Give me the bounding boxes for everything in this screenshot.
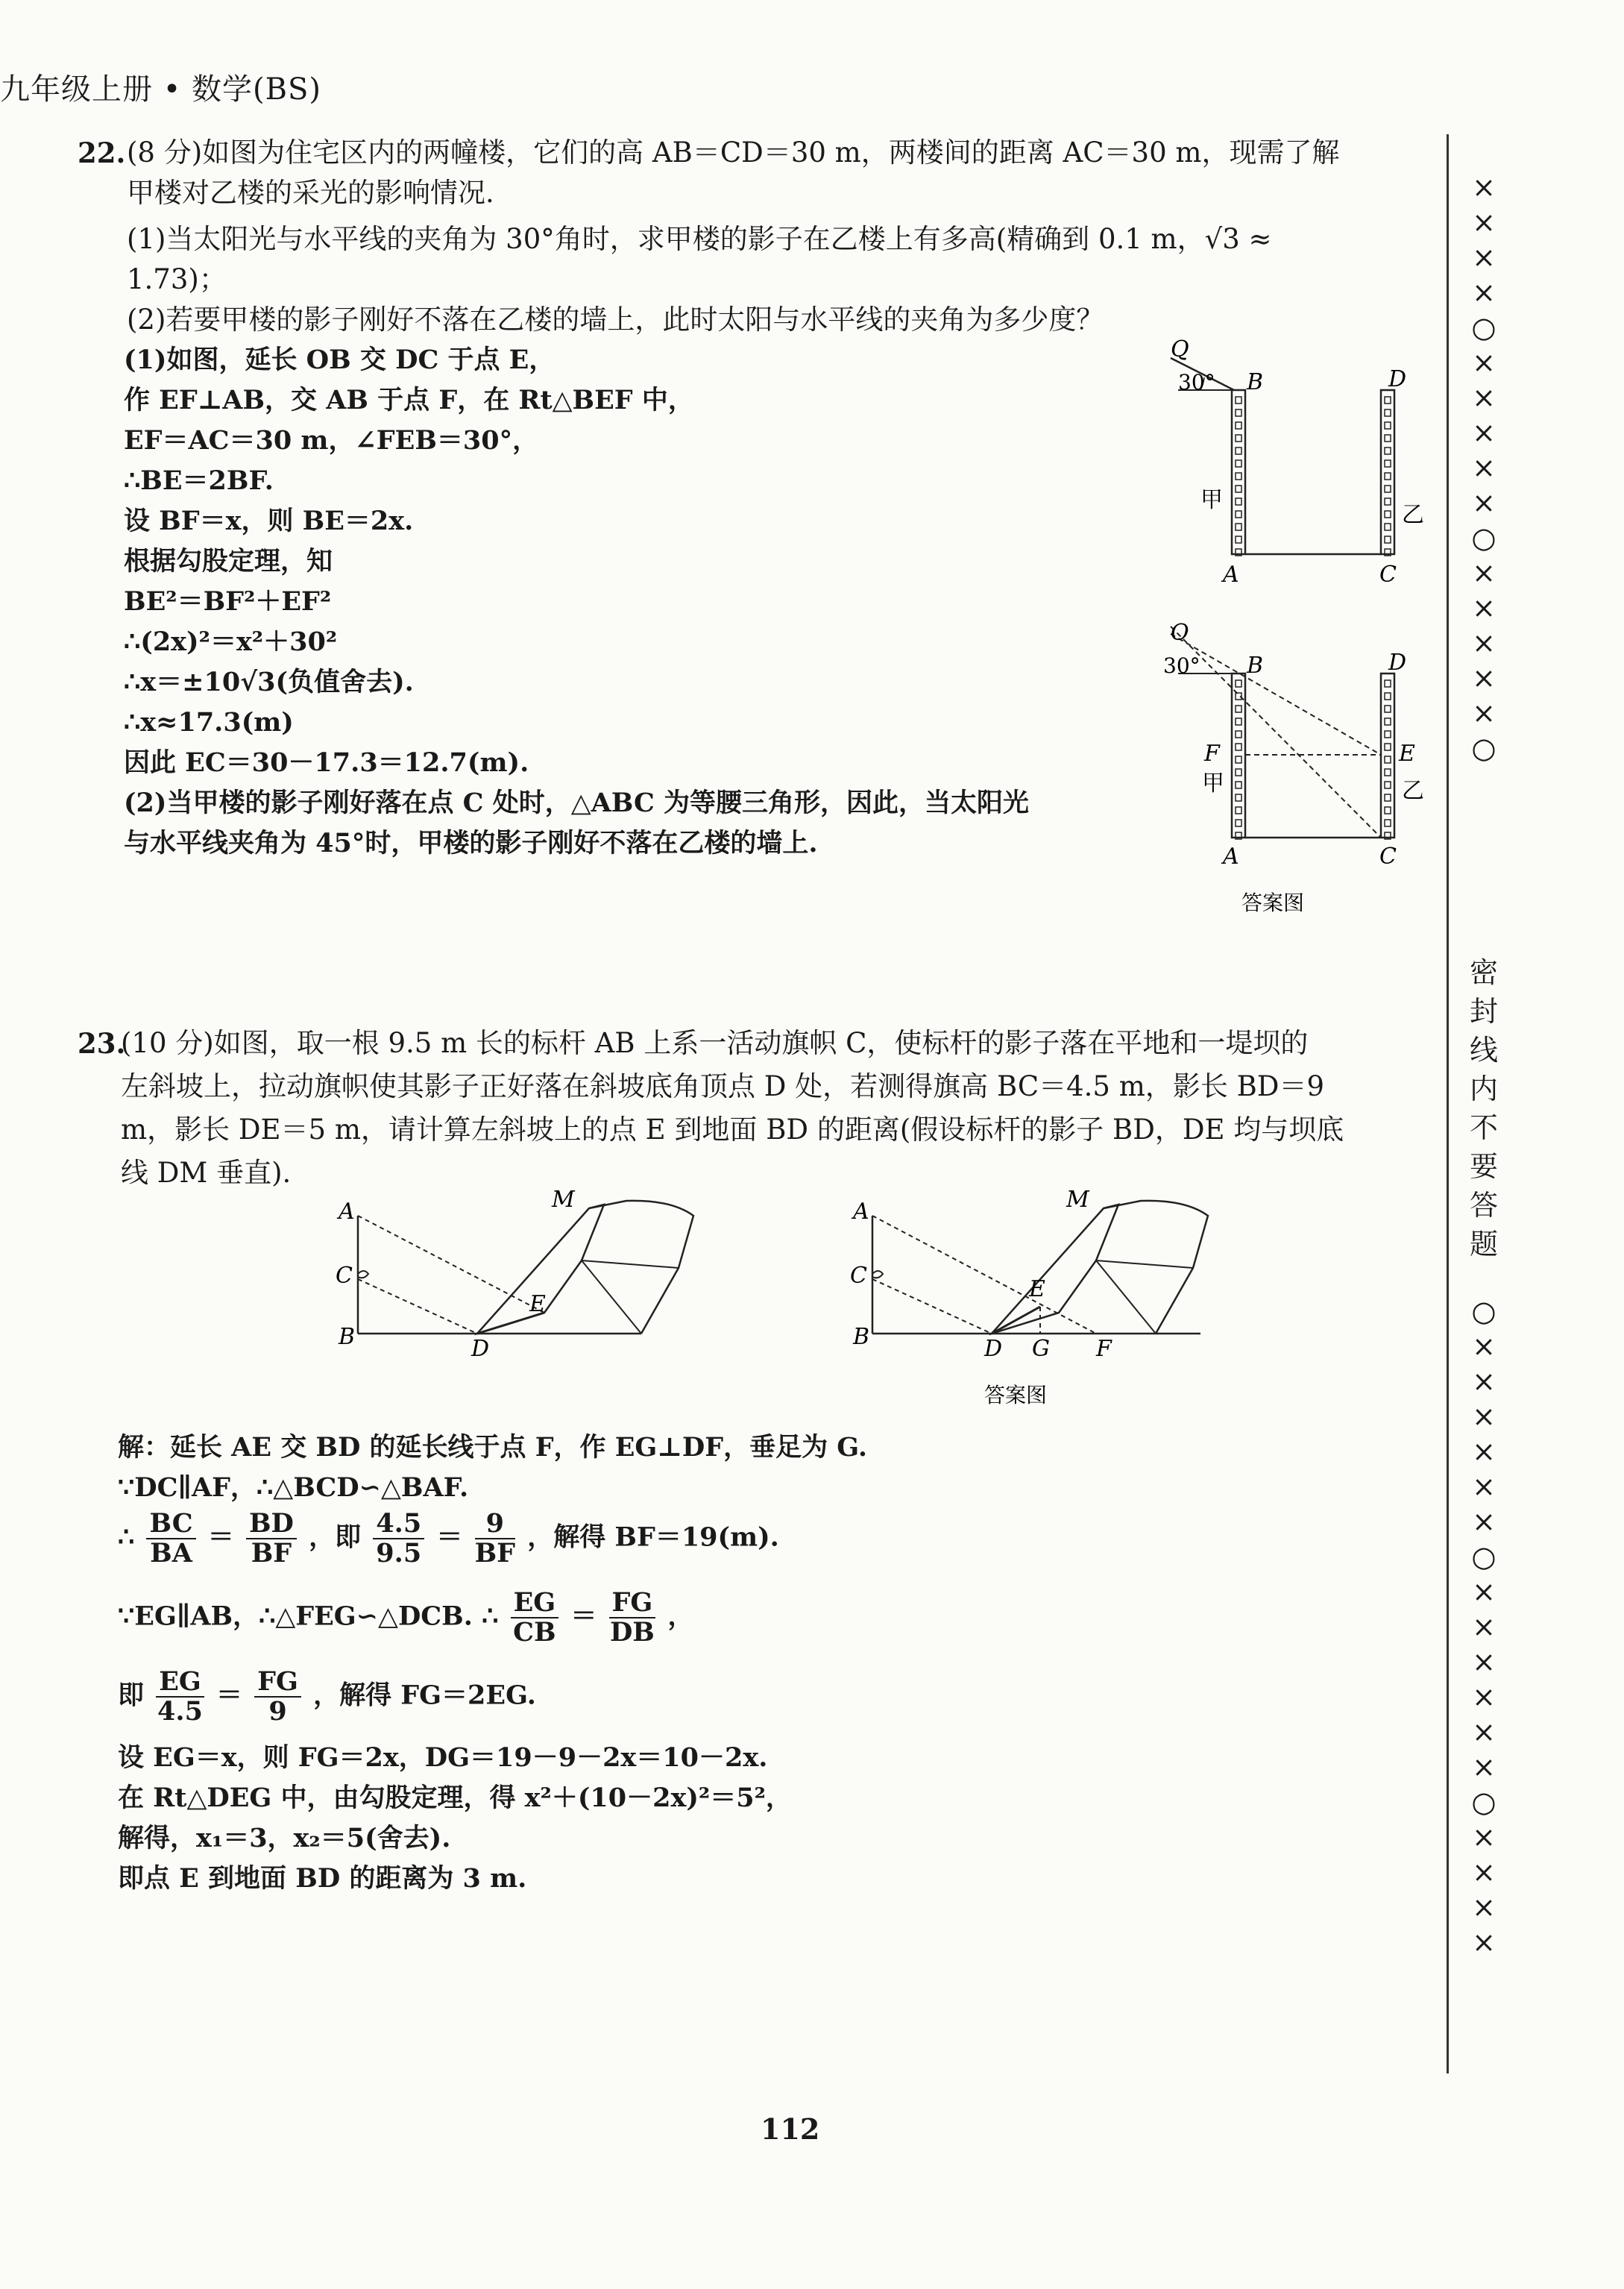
label-F: F bbox=[1096, 1336, 1112, 1362]
window bbox=[1236, 435, 1241, 442]
window bbox=[1236, 706, 1241, 712]
side-mark: × bbox=[1472, 346, 1496, 379]
answer-line: 作 EF⊥AB，交 AB 于点 F，在 Rt△BEF 中， bbox=[124, 385, 694, 415]
fraction: $\frac{EG}{CB}$ bbox=[511, 1589, 559, 1647]
building-yi bbox=[1381, 390, 1394, 554]
question-line: (10 分)如图，取一根 9.5 m 长的标杆 AB 上系一活动旗帜 C，使标杆的影子落在平地和一堤坝的 bbox=[121, 1027, 1309, 1059]
answer-line-fractions bbox=[118, 1589, 693, 1647]
question-line: 线 DM 垂直). bbox=[121, 1157, 292, 1189]
answer-line: EF＝AC＝30 m，∠FEB＝30°， bbox=[124, 425, 539, 456]
side-mark: × bbox=[1472, 1365, 1496, 1398]
side-mark: × bbox=[1472, 1750, 1496, 1783]
window bbox=[1385, 782, 1391, 788]
label-D: D bbox=[1388, 366, 1407, 392]
answer-line: (1)如图，延长 OB 交 DC 于点 E， bbox=[124, 345, 556, 375]
side-mark: × bbox=[1472, 1856, 1496, 1888]
side-mark: × bbox=[1472, 591, 1496, 624]
answer-line: ∴x＝±10√3(负值舍去). bbox=[124, 667, 414, 697]
question-number: 23. bbox=[78, 1027, 126, 1060]
answer-line: ∴x≈17.3(m) bbox=[124, 707, 294, 738]
side-mark: × bbox=[1472, 1435, 1496, 1468]
text: ，解得 BF＝19(m). bbox=[527, 1522, 779, 1553]
window bbox=[1236, 782, 1241, 788]
text: ，即 bbox=[309, 1522, 362, 1553]
side-mark: ○ bbox=[1471, 1540, 1496, 1573]
side-mark: × bbox=[1472, 556, 1496, 589]
flag-C bbox=[358, 1271, 368, 1278]
ray-CD bbox=[358, 1279, 477, 1334]
window bbox=[1385, 448, 1391, 454]
page-header: 九年级上册 • 数学(BS) bbox=[0, 72, 322, 107]
answer-line: 解得，x₁＝3，x₂＝5(舍去). bbox=[118, 1823, 451, 1853]
windows bbox=[1236, 397, 1391, 556]
side-mark: ○ bbox=[1471, 732, 1496, 764]
answer-line: 即点 E 到地面 BD 的距离为 3 m. bbox=[118, 1863, 527, 1894]
text: ＝ bbox=[570, 1601, 597, 1632]
side-mark: 要 bbox=[1469, 1150, 1498, 1183]
q22-answer-figure bbox=[1148, 612, 1447, 925]
answer-line: 解：延长 AE 交 BD 的延长线于点 F，作 EG⊥DF，垂足为 G. bbox=[118, 1432, 868, 1463]
text: ， bbox=[667, 1601, 694, 1632]
side-mark: 题 bbox=[1469, 1228, 1498, 1260]
answer-line-fractions bbox=[118, 1668, 536, 1726]
window bbox=[1236, 536, 1241, 543]
window bbox=[1236, 807, 1241, 814]
label-E: E bbox=[1029, 1276, 1045, 1302]
answer-line: BE²＝BF²＋EF² bbox=[124, 586, 332, 617]
label-E: E bbox=[1399, 741, 1415, 767]
fraction: $\frac{9}{BF}$ bbox=[474, 1508, 516, 1569]
side-mark: × bbox=[1472, 1400, 1496, 1433]
window bbox=[1236, 794, 1241, 801]
question-line: m，影长 DE＝5 m，请计算左斜坡上的点 E 到地面 BD 的距离(假设标杆的影子 BD，DE 均与坝底 bbox=[121, 1114, 1344, 1146]
window bbox=[1385, 706, 1391, 712]
text: ∴ bbox=[118, 1522, 135, 1553]
label-B: B bbox=[339, 1324, 356, 1350]
window bbox=[1236, 473, 1241, 480]
label-F: F bbox=[1204, 741, 1220, 767]
side-mark: 内 bbox=[1469, 1073, 1498, 1105]
side-mark: ○ bbox=[1471, 311, 1496, 344]
window bbox=[1385, 820, 1391, 826]
text: ，解得 FG＝2EG. bbox=[313, 1680, 536, 1711]
label-yi: 乙 bbox=[1402, 502, 1424, 528]
dam-edge bbox=[582, 1260, 679, 1268]
text: ＝ bbox=[215, 1680, 242, 1711]
window bbox=[1385, 511, 1391, 518]
fraction: $\frac{EG}{4.5}$ bbox=[157, 1666, 203, 1727]
window bbox=[1385, 435, 1391, 442]
page-number: 112 bbox=[761, 2112, 820, 2146]
window bbox=[1385, 498, 1391, 505]
side-marks-bottom bbox=[1461, 1294, 1506, 1960]
question-line: 左斜坡上，拉动旗帜使其影子正好落在斜坡底角顶点 D 处，若测得旗高 BC＝4.5 m，影长 BD＝9 bbox=[121, 1070, 1324, 1102]
side-mark: × bbox=[1472, 171, 1496, 204]
label-yi: 乙 bbox=[1402, 778, 1424, 804]
dam-edge bbox=[1096, 1260, 1193, 1268]
answer-line: 设 EG＝x，则 FG＝2x，DG＝19－9－2x＝10－2x. bbox=[118, 1742, 768, 1773]
window bbox=[1385, 524, 1391, 530]
label-B: B bbox=[853, 1324, 870, 1350]
side-mark: × bbox=[1472, 662, 1496, 694]
text: ＝ bbox=[436, 1522, 463, 1553]
window bbox=[1385, 756, 1391, 763]
window bbox=[1236, 731, 1241, 738]
side-mark: × bbox=[1472, 1330, 1496, 1363]
window bbox=[1385, 794, 1391, 801]
side-mark: × bbox=[1472, 276, 1496, 309]
answer-line: (2)当甲楼的影子刚好落在点 C 处时，△ABC 为等腰三角形，因此，当太阳光 bbox=[124, 788, 1030, 818]
question-line: (8 分)如图为住宅区内的两幢楼，它们的高 AB＝CD＝30 m，两楼间的距离 AC＝30 m，现需了解 bbox=[127, 136, 1340, 169]
question-line: 甲楼对乙楼的采光的影响情况. bbox=[127, 177, 494, 209]
side-mark: × bbox=[1472, 486, 1496, 519]
shadow-line-45 bbox=[1171, 627, 1381, 838]
label-C: C bbox=[1379, 844, 1397, 870]
window bbox=[1385, 693, 1391, 700]
text: ＝ bbox=[207, 1522, 234, 1553]
window bbox=[1385, 744, 1391, 750]
window bbox=[1236, 422, 1241, 429]
label-O: O bbox=[1171, 620, 1189, 646]
window bbox=[1236, 718, 1241, 725]
side-marks-top bbox=[1461, 170, 1506, 766]
side-mark: × bbox=[1472, 206, 1496, 239]
answer-line: 根据勾股定理，知 bbox=[124, 546, 333, 577]
side-mark: × bbox=[1472, 1891, 1496, 1924]
flag-C bbox=[872, 1271, 883, 1278]
side-mark: × bbox=[1472, 1821, 1496, 1853]
building-jia bbox=[1232, 390, 1245, 554]
ray-AF bbox=[872, 1216, 1096, 1334]
ray-CD bbox=[872, 1279, 992, 1334]
window bbox=[1385, 422, 1391, 429]
window bbox=[1236, 524, 1241, 530]
fraction: $\frac{FG}{DB}$ bbox=[609, 1587, 655, 1648]
side-mark: × bbox=[1472, 451, 1496, 484]
fraction: $\frac{BC}{BA}$ bbox=[146, 1510, 195, 1568]
side-mark: ○ bbox=[1471, 1786, 1496, 1818]
question-line: 1.73)； bbox=[127, 263, 227, 295]
window bbox=[1385, 460, 1391, 467]
label-C: C bbox=[336, 1263, 353, 1289]
side-mark: 不 bbox=[1469, 1111, 1498, 1144]
answer-line: ∴(2x)²＝x²＋30² bbox=[124, 627, 338, 657]
label-A: A bbox=[1223, 562, 1239, 588]
figure-caption: 答案图 bbox=[1241, 891, 1305, 915]
q23-figure bbox=[328, 1186, 716, 1365]
q23-answer-figure bbox=[843, 1186, 1230, 1410]
window bbox=[1385, 807, 1391, 814]
side-mark: × bbox=[1472, 1680, 1496, 1713]
window bbox=[1385, 486, 1391, 492]
side-mark: × bbox=[1472, 1505, 1496, 1538]
window bbox=[1236, 756, 1241, 763]
window bbox=[1236, 409, 1241, 416]
side-mark: × bbox=[1472, 1610, 1496, 1643]
label-M: M bbox=[552, 1187, 575, 1213]
label-A: A bbox=[1223, 844, 1239, 870]
dam-edge bbox=[1096, 1260, 1156, 1334]
label-jia: 甲 bbox=[1202, 770, 1224, 797]
window bbox=[1236, 680, 1241, 687]
answer-line: ∵DC∥AF，∴△BCD∽△BAF. bbox=[118, 1472, 469, 1503]
window bbox=[1236, 769, 1241, 776]
question-line: (2)若要甲楼的影子刚好不落在乙楼的墙上，此时太阳与水平线的夹角为多少度？ bbox=[127, 304, 1104, 336]
side-mark: × bbox=[1472, 1645, 1496, 1678]
side-mark: × bbox=[1472, 1715, 1496, 1748]
label-A: A bbox=[339, 1199, 355, 1225]
side-mark: × bbox=[1472, 697, 1496, 729]
window bbox=[1236, 744, 1241, 750]
side-mark: × bbox=[1472, 381, 1496, 414]
label-B: B bbox=[1247, 653, 1264, 679]
answer-line: 设 BF＝x，则 BE＝2x. bbox=[124, 506, 414, 536]
side-mark: × bbox=[1472, 416, 1496, 449]
answer-line: ∴BE＝2BF. bbox=[124, 465, 274, 496]
side-mark: ○ bbox=[1471, 1295, 1496, 1328]
side-mark: 密 bbox=[1469, 956, 1498, 989]
label-C: C bbox=[850, 1263, 867, 1289]
answer-line: 在 Rt△DEG 中，由勾股定理，得 x²＋(10－2x)²＝5²， bbox=[118, 1783, 792, 1813]
dam-left-slope bbox=[992, 1205, 1118, 1334]
window bbox=[1385, 769, 1391, 776]
side-mark: 答 bbox=[1469, 1189, 1498, 1222]
seal-text bbox=[1461, 953, 1506, 1263]
side-mark: × bbox=[1472, 1575, 1496, 1608]
windows bbox=[1236, 680, 1391, 839]
side-mark: × bbox=[1472, 241, 1496, 274]
side-mark: × bbox=[1472, 1926, 1496, 1959]
side-mark: × bbox=[1472, 627, 1496, 659]
dam-body bbox=[1104, 1201, 1208, 1334]
label-A: A bbox=[853, 1199, 869, 1225]
label-angle: 30° bbox=[1178, 370, 1215, 395]
window bbox=[1236, 486, 1241, 492]
window bbox=[1236, 498, 1241, 505]
label-jia: 甲 bbox=[1200, 487, 1223, 513]
answer-line: 因此 EC＝30－17.3＝12.7(m). bbox=[124, 747, 529, 778]
side-mark: 线 bbox=[1469, 1034, 1498, 1067]
shadow-line-OE bbox=[1171, 634, 1381, 755]
text: ∵EG∥AB，∴△FEG∽△DCB. ∴ bbox=[118, 1601, 499, 1632]
answer-line: 与水平线夹角为 45°时，甲楼的影子刚好不落在乙楼的墙上. bbox=[124, 828, 818, 858]
question-number: 22. bbox=[78, 136, 126, 169]
window bbox=[1385, 731, 1391, 738]
window bbox=[1385, 536, 1391, 543]
fraction: $\frac{BD}{BF}$ bbox=[246, 1510, 297, 1568]
answer-line-fractions bbox=[118, 1510, 779, 1568]
label-Q: Q bbox=[1171, 336, 1189, 362]
figure-caption: 答案图 bbox=[984, 1383, 1048, 1407]
fraction: $\frac{FG}{9}$ bbox=[254, 1668, 301, 1726]
window bbox=[1385, 409, 1391, 416]
label-M: M bbox=[1066, 1187, 1089, 1213]
q22-figure bbox=[1148, 328, 1447, 597]
seal-line bbox=[1447, 134, 1449, 2073]
label-D: D bbox=[1388, 650, 1407, 676]
side-mark: 封 bbox=[1469, 995, 1498, 1028]
dam-body bbox=[589, 1201, 693, 1334]
label-C: C bbox=[1379, 562, 1397, 588]
fraction: $\frac{4.5}{9.5}$ bbox=[373, 1510, 424, 1568]
question-line: (1)当太阳光与水平线的夹角为 30°角时，求甲楼的影子在乙楼上有多高(精确到 0.1 m，√3 ≈ bbox=[127, 223, 1272, 255]
side-mark: ○ bbox=[1471, 521, 1496, 554]
text: 即 bbox=[118, 1680, 145, 1711]
window bbox=[1385, 397, 1391, 404]
building-yi bbox=[1381, 673, 1394, 838]
window bbox=[1385, 680, 1391, 687]
window bbox=[1236, 511, 1241, 518]
label-D: D bbox=[471, 1336, 490, 1362]
label-B: B bbox=[1247, 369, 1264, 395]
dam-edge bbox=[582, 1260, 641, 1334]
window bbox=[1236, 820, 1241, 826]
label-angle: 30° bbox=[1163, 653, 1200, 678]
ray-AE bbox=[358, 1216, 544, 1313]
side-mark: × bbox=[1472, 1470, 1496, 1503]
window bbox=[1385, 473, 1391, 480]
label-G: G bbox=[1032, 1336, 1050, 1362]
window bbox=[1236, 397, 1241, 404]
window bbox=[1385, 718, 1391, 725]
building-jia bbox=[1232, 673, 1245, 838]
label-D: D bbox=[984, 1336, 1003, 1362]
label-E: E bbox=[529, 1291, 546, 1317]
window bbox=[1236, 448, 1241, 454]
window bbox=[1236, 460, 1241, 467]
